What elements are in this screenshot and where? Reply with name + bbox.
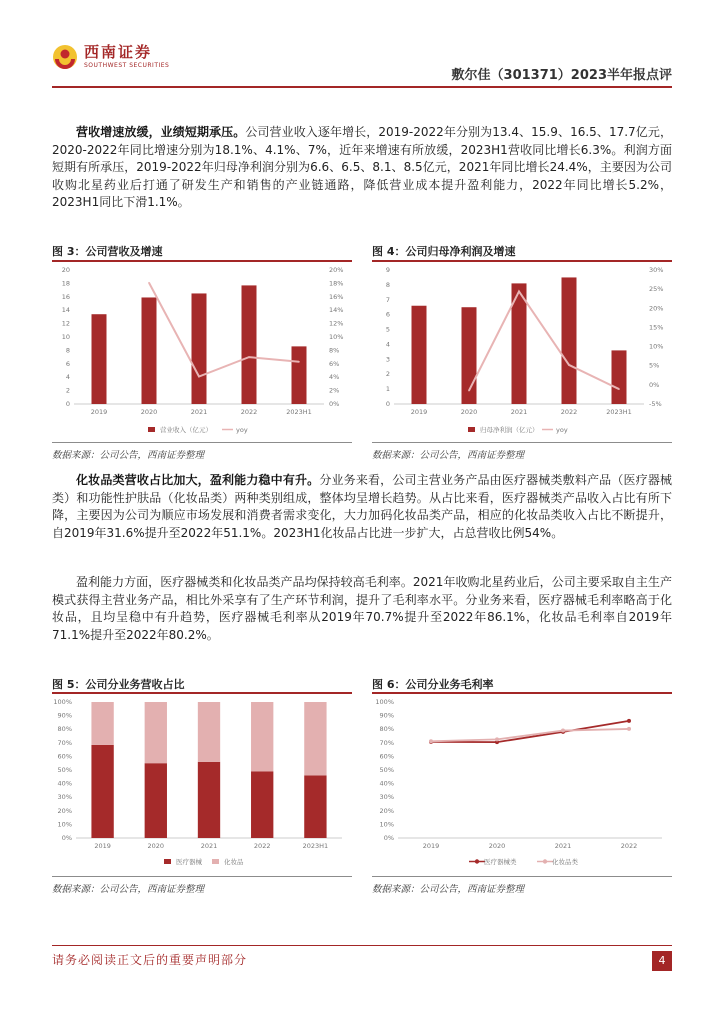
figure-4-bottom-rule — [372, 442, 672, 443]
x-tick-label: 2022 — [253, 842, 271, 850]
paragraph-segments-lead: 化妆品类营收占比加大，盈利能力稳中有升。 — [76, 473, 320, 487]
figure-4-source: 数据来源：公司公告，西南证券整理 — [372, 450, 525, 461]
y-right-tick-label: 15% — [649, 323, 664, 332]
x-tick-label: 2022 — [620, 842, 638, 850]
figure-5-source: 数据来源：公司公告，西南证券整理 — [52, 884, 205, 895]
y-right-tick-label: 18% — [329, 279, 344, 288]
y-right-tick-label: 4% — [329, 373, 340, 382]
y-left-tick-label: 0 — [65, 400, 70, 408]
x-tick-label: 2020 — [488, 842, 506, 850]
y-right-tick-label: 8% — [329, 346, 340, 355]
x-tick-label: 2021 — [554, 842, 572, 850]
y-tick-label: 10% — [57, 820, 72, 829]
legend-series-1-swatch-dot — [543, 859, 547, 863]
y-tick-label: 100% — [53, 698, 72, 706]
y-right-tick-label: 2% — [329, 386, 340, 395]
figure-3-source: 数据来源：公司公告，西南证券整理 — [52, 450, 205, 461]
header-divider — [52, 86, 672, 88]
x-tick-label: 2019 — [90, 408, 108, 416]
company-logo-icon — [52, 44, 78, 70]
y-right-tick-label: 20% — [649, 304, 664, 313]
x-tick-label: 2021 — [510, 408, 528, 416]
y-tick-label: 40% — [57, 779, 72, 788]
x-tick-label: 2020 — [140, 408, 158, 416]
y-left-tick-label: 0 — [385, 400, 390, 408]
y-tick-label: 30% — [379, 793, 394, 802]
yoy-point-2021 — [198, 376, 200, 378]
y-tick-label: 0% — [61, 834, 72, 842]
y-tick-label: 20% — [57, 806, 72, 815]
y-tick-label: 80% — [379, 725, 394, 734]
figure-6-source: 数据来源：公司公告，西南证券整理 — [372, 884, 525, 895]
y-left-tick-label: 5 — [385, 325, 390, 334]
figure-6-chart — [372, 694, 672, 874]
y-left-tick-label: 6 — [385, 310, 390, 319]
bar-segment-医疗器械-2020 — [145, 763, 167, 838]
y-left-tick-label: 7 — [385, 295, 390, 304]
y-left-tick-label: 1 — [385, 385, 390, 394]
y-tick-label: 20% — [379, 806, 394, 815]
x-tick-label: 2021 — [200, 842, 218, 850]
yoy-point-2023H1 — [618, 388, 620, 390]
bar-2023H1 — [292, 346, 307, 404]
brand — [84, 44, 169, 70]
y-left-tick-label: 3 — [385, 355, 390, 364]
series-point-化妆品类-2019 — [429, 739, 433, 743]
yoy-point-2020 — [468, 390, 470, 392]
x-tick-label: 2023H1 — [302, 842, 329, 850]
yoy-point-2022 — [248, 356, 250, 358]
y-tick-label: 70% — [57, 738, 72, 747]
x-tick-label: 2019 — [410, 408, 428, 416]
legend-bars-swatch — [468, 427, 475, 432]
legend-bars-label: 归母净利润（亿元） — [480, 426, 539, 434]
y-left-tick-label: 8 — [65, 346, 70, 355]
y-tick-label: 100% — [375, 698, 394, 706]
y-tick-label: 10% — [379, 820, 394, 829]
x-tick-label: 2022 — [560, 408, 578, 416]
y-tick-label: 90% — [57, 711, 72, 720]
bar-2019 — [92, 314, 107, 404]
footer-divider — [52, 945, 672, 946]
bar-2019 — [412, 306, 427, 404]
x-tick-label: 2021 — [190, 408, 208, 416]
figure-3-chart — [52, 262, 352, 440]
figure-4-title: 图 4：公司归母净利润及增速 — [372, 245, 516, 258]
figure-6-title: 图 6：公司分业务毛利率 — [372, 678, 494, 691]
bar-2023H1 — [612, 350, 627, 404]
series-point-化妆品类-2021 — [561, 729, 565, 733]
figure-5-chart — [52, 694, 352, 874]
legend-series-1-label: 化妆品类 — [552, 858, 578, 866]
y-left-tick-label: 12 — [61, 319, 70, 328]
series-line-化妆品类 — [431, 729, 629, 741]
legend-series-0-label: 医疗器械类 — [484, 858, 517, 866]
bar-segment-化妆品-2021 — [198, 702, 220, 762]
x-tick-label: 2023H1 — [606, 408, 632, 416]
footer-disclaimer: 请务必阅读正文后的重要声明部分 — [52, 953, 248, 967]
y-left-tick-label: 20 — [61, 266, 70, 274]
y-right-tick-label: 10% — [649, 342, 664, 351]
x-tick-label: 2020 — [147, 842, 165, 850]
y-left-tick-label: 14 — [61, 306, 70, 315]
brand-name-cn: 西南证券 — [84, 43, 153, 61]
legend-bars-swatch — [148, 427, 155, 432]
bar-segment-医疗器械-2023H1 — [304, 775, 326, 838]
y-tick-label: 40% — [379, 779, 394, 788]
bar-segment-化妆品-2023H1 — [304, 702, 326, 775]
bar-2022 — [242, 285, 257, 404]
x-tick-label: 2022 — [240, 408, 258, 416]
bar-2020 — [142, 297, 157, 404]
bar-segment-医疗器械-2019 — [91, 745, 113, 838]
yoy-point-2023H1 — [298, 361, 300, 363]
bar-segment-化妆品-2020 — [145, 702, 167, 763]
brand-name-en: SOUTHWEST SECURITIES — [84, 62, 170, 69]
y-tick-label: 80% — [57, 725, 72, 734]
x-tick-label: 2019 — [94, 842, 111, 850]
series-point-化妆品类-2022 — [627, 727, 631, 731]
legend-yoy-label: yoy — [236, 426, 248, 434]
figure-6-bottom-rule — [372, 876, 672, 877]
y-right-tick-label: 6% — [329, 359, 340, 368]
yoy-line — [149, 283, 299, 377]
paragraph-revenue — [52, 124, 672, 212]
y-right-tick-label: 0% — [329, 400, 340, 408]
y-tick-label: 60% — [379, 752, 394, 761]
yoy-line — [469, 291, 619, 390]
y-left-tick-label: 18 — [61, 279, 70, 288]
x-tick-label: 2023H1 — [286, 408, 312, 416]
y-left-tick-label: 6 — [65, 359, 70, 368]
yoy-point-2020 — [148, 282, 150, 284]
y-right-tick-label: 10% — [329, 333, 344, 341]
x-tick-label: 2020 — [460, 408, 478, 416]
page-number: 4 — [652, 951, 672, 971]
paragraph-revenue-lead: 营收增速放缓，业绩短期承压。 — [76, 125, 246, 139]
y-right-tick-label: 16% — [329, 292, 344, 301]
y-left-tick-label: 2 — [65, 386, 70, 395]
y-right-tick-label: -5% — [649, 400, 662, 408]
y-right-tick-label: 5% — [649, 361, 660, 370]
paragraph-segments-body: 分业务来看，公司主营业务产品由医疗器械类敷料产品（医疗器械类）和功能性护肤品（化妆品类）两种类别组成，整体均呈增长趋势。从占比来看，医疗器械类产品收入占比有所下降，主要因为公司为顺应市场发展和消费者需求变化，大力加码化妆品类产品，相应的化妆品类收入占比不断提升，自2019年31.6%提升至2022年51.1%。2023H1化妆品占比进一步扩大，占总营收比例54%。 — [52, 473, 672, 540]
paragraph-margins — [52, 574, 672, 644]
y-right-tick-label: 12% — [329, 319, 344, 328]
paragraph-segments — [52, 472, 672, 542]
y-right-tick-label: 30% — [649, 266, 664, 274]
y-left-tick-label: 8 — [385, 280, 390, 289]
y-tick-label: 30% — [57, 793, 72, 802]
x-tick-label: 2019 — [422, 842, 440, 850]
y-left-tick-label: 16 — [61, 292, 70, 301]
bar-segment-化妆品-2022 — [251, 702, 273, 771]
legend-yoy-label: yoy — [556, 426, 568, 434]
figure-3-title: 图 3：公司营收及增速 — [52, 245, 163, 258]
figure-5-bottom-rule — [52, 876, 352, 877]
bar-segment-医疗器械-2022 — [251, 771, 273, 838]
figure-5-title: 图 5：公司分业务营收占比 — [52, 678, 185, 691]
legend-series-0-swatch-dot — [475, 859, 479, 863]
legend-series-1-label: 化妆品 — [224, 858, 244, 866]
y-left-tick-label: 9 — [385, 266, 390, 274]
paragraph-revenue-body: 公司营业收入逐年增长，2019-2022年分别为13.4、15.9、16.5、17.7亿元，2020-2022年同比增速分别为18.1%、4.1%、7%，近年来增速有所放缓，2023H1营收同比增长6.3%。利润方面短期有所承压，2019-2022年归母净利润分别为6.6、6.5、8.1、8.5亿元，2021年同比增长24.4%，主要因为公司收购北星药业后打通了研发生产和销售的产业链通路，降低营业成本提升盈利能力，2022年同比增长5.2%，2023H1同比下滑1.1%。 — [52, 125, 672, 210]
y-right-tick-label: 0% — [649, 380, 660, 389]
y-right-tick-label: 20% — [329, 266, 344, 274]
y-tick-label: 0% — [383, 834, 394, 842]
bar-2021 — [192, 293, 207, 404]
y-left-tick-label: 2 — [385, 370, 390, 379]
yoy-point-2022 — [568, 364, 570, 366]
report-title: 敷尔佳（301371）2023半年报点评 — [451, 68, 672, 83]
y-left-tick-label: 4 — [65, 373, 70, 382]
series-point-医疗器械类-2022 — [627, 719, 631, 723]
legend-series-1-swatch — [212, 859, 219, 864]
bar-2022 — [562, 277, 577, 404]
y-left-tick-label: 10 — [61, 333, 70, 341]
series-line-医疗器械类 — [431, 721, 629, 742]
paragraph-margins-body: 盈利能力方面，医疗器械类和化妆品类产品均保持较高毛利率。2021年收购北星药业后，公司主要采取自主生产模式获得主营业务产品，相比外采享有了生产环节利润，提升了毛利率水平。分业务来看，医疗器械毛利率略高于化妆品，且均呈稳中有升趋势，医疗器械毛利率从2019年70.7%提升至2022年86.1%，化妆品毛利率自2019年71.1%提升至2022年80.2%。 — [52, 575, 672, 642]
y-tick-label: 50% — [379, 766, 394, 774]
bar-segment-医疗器械-2021 — [198, 762, 220, 838]
y-tick-label: 50% — [57, 766, 72, 774]
figure-4-chart — [372, 262, 672, 440]
figure-3-bottom-rule — [52, 442, 352, 443]
legend-series-0-swatch — [164, 859, 171, 864]
series-point-化妆品类-2020 — [495, 737, 499, 741]
y-right-tick-label: 14% — [329, 306, 344, 315]
bar-segment-化妆品-2019 — [91, 702, 113, 745]
legend-bars-label: 营业收入（亿元） — [160, 426, 212, 434]
y-tick-label: 90% — [379, 711, 394, 720]
legend-series-0-label: 医疗器械 — [176, 858, 202, 866]
y-tick-label: 60% — [57, 752, 72, 761]
y-left-tick-label: 4 — [385, 340, 390, 349]
y-right-tick-label: 25% — [649, 285, 664, 294]
yoy-point-2021 — [518, 291, 520, 293]
y-tick-label: 70% — [379, 738, 394, 747]
